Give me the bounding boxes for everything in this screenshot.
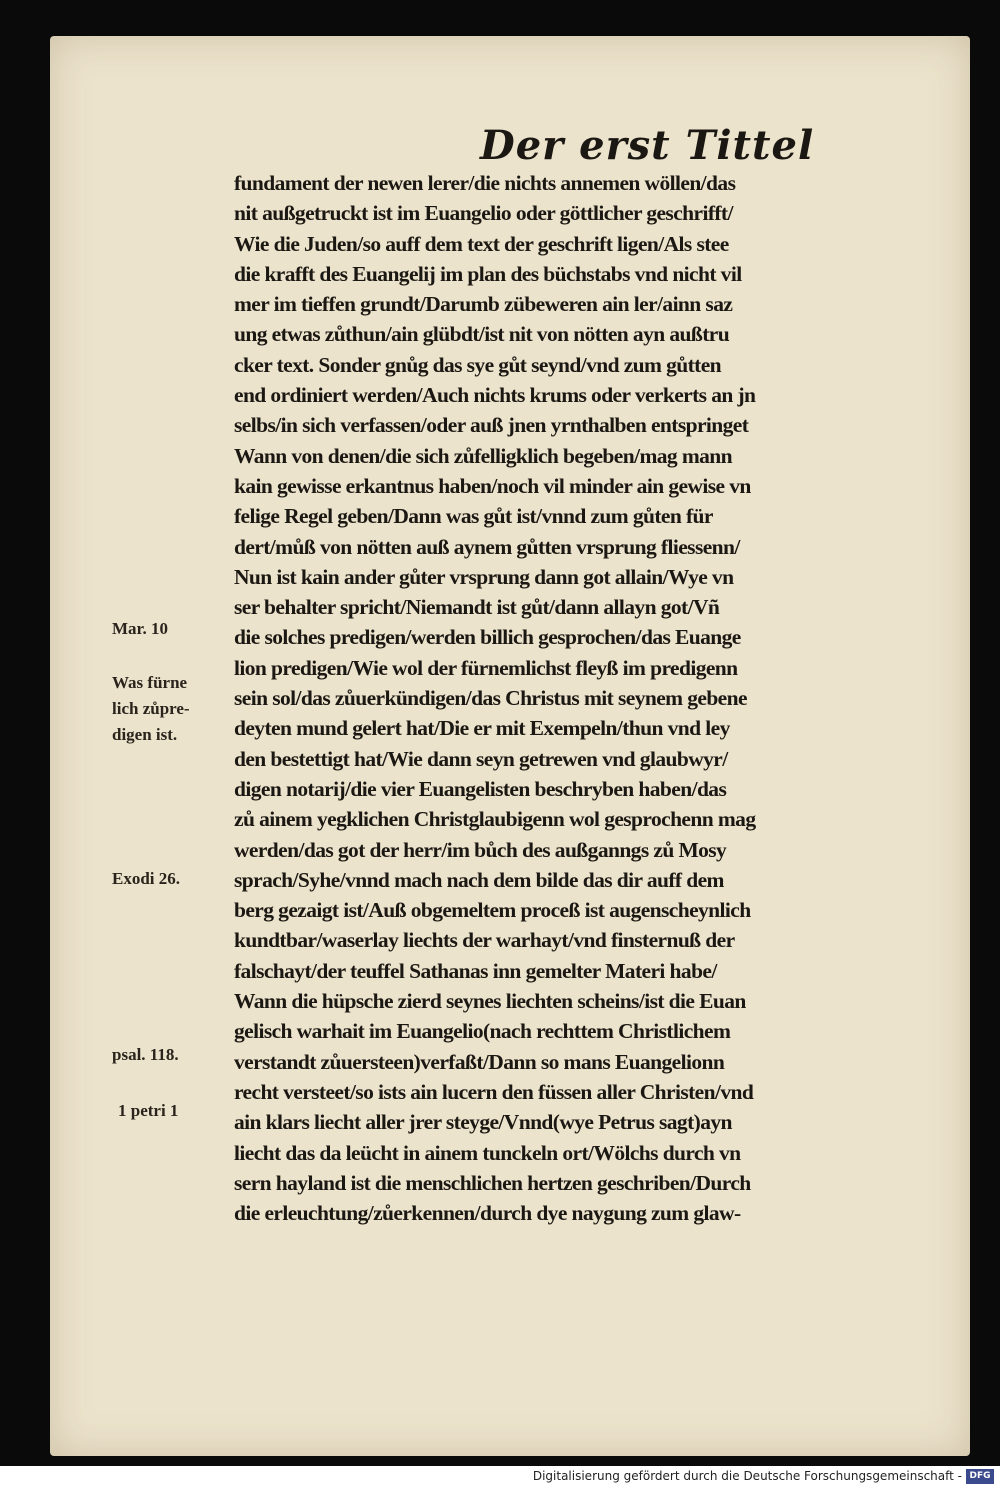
text-line: berg gezaigt ist/Auß obgemeltem proceß ist augenscheynlich bbox=[234, 898, 751, 923]
text-line: die solches predigen/werden billich gesprochen/das Euange bbox=[234, 625, 741, 650]
text-line: Wann von denen/die sich zůfelligklich begeben/mag mann bbox=[234, 443, 733, 468]
text-line: Wann die hüpsche zierd seynes liechten scheins/ist die Euan bbox=[234, 989, 746, 1014]
running-title: Der erst Tittel bbox=[480, 122, 815, 169]
margin-note-was-2: lich zůpre- bbox=[112, 699, 190, 718]
text-line: mer im tieffen grundt/Darumb zübeweren ain ler/ainn saz bbox=[234, 292, 733, 317]
text-line: gelisch warhait im Euangelio(nach rechttem Christlichem bbox=[234, 1019, 731, 1044]
text-line: selbs/in sich verfassen/oder auß jnen yrnthalben entspringet bbox=[234, 413, 749, 438]
text-line: ser behalter spricht/Niemandt ist gůt/dann allayn got/Vñ bbox=[234, 595, 720, 620]
text-line: digen notarij/die vier Euangelisten beschryben haben/das bbox=[234, 776, 727, 801]
margin-note-petri: 1 petri 1 bbox=[118, 1101, 179, 1120]
margin-note-mar: Mar. 10 bbox=[112, 619, 169, 638]
margin-note-was-3: digen ist. bbox=[112, 725, 178, 744]
text-line: recht versteet/so ists ain lucern den füssen aller Christen/vnd bbox=[234, 1079, 754, 1104]
text-line: den bestettigt hat/Wie dann seyn getrewen vnd glaubwyr/ bbox=[234, 746, 728, 771]
text-line: cker text. Sonder gnůg das sye gůt seynd/vnd zum gůtten bbox=[234, 352, 722, 377]
text-line: kundtbar/waserlay liechts der warhayt/vnd finsternuß der bbox=[234, 928, 735, 953]
text-line: dert/můß von nötten auß aynem gůtten vrsprung fliessenn/ bbox=[234, 534, 740, 559]
text-line: ung etwas zůthun/ain glübdt/ist nit von nötten ayn außtru bbox=[234, 322, 730, 347]
margin-note-psal: psal. 118. bbox=[112, 1045, 179, 1064]
text-line: ain klars liecht aller jrer steyge/Vnnd(wye Petrus sagt)ayn bbox=[234, 1110, 732, 1135]
funding-notice: Digitalisierung gefördert durch die Deutsche Forschungsgemeinschaft - bbox=[532, 1469, 962, 1483]
text-line: zů ainem yegklichen Christglaubigenn wol gesprochenn mag bbox=[234, 807, 756, 832]
text-line: sern hayland ist die menschlichen hertzen geschriben/Durch bbox=[234, 1170, 751, 1195]
text-line: lion predigen/Wie wol der fürnemlichst fleyß im predigenn bbox=[234, 655, 738, 680]
text-line: Wie die Juden/so auff dem text der geschrift ligen/Als stee bbox=[234, 231, 729, 256]
text-line: deyten mund gelert hat/Die er mit Exempeln/thun vnd ley bbox=[234, 716, 730, 741]
margin-note-exodi: Exodi 26. bbox=[112, 869, 181, 888]
text-line: end ordiniert werden/Auch nichts krums oder verkerts an jn bbox=[234, 383, 756, 408]
text-line: liecht das da leücht in ainem tunckeln ort/Wölchs durch vn bbox=[234, 1140, 741, 1165]
body-text bbox=[234, 168, 944, 1228]
text-line: falschayt/der teuffel Sathanas inn gemelter Materi habe/ bbox=[234, 958, 717, 983]
text-line: nit außgetruckt ist im Euangelio oder göttlicher geschrifft/ bbox=[234, 201, 733, 226]
footer-bar bbox=[0, 1466, 1000, 1488]
text-line: kain gewisse erkantnus haben/noch vil minder ain gewise vn bbox=[234, 473, 751, 498]
text-line: die erleuchtung/zůerkennen/durch dye naygung zum glaw- bbox=[234, 1201, 741, 1226]
text-line: fundament der newen lerer/die nichts annemen wöllen/das bbox=[234, 171, 736, 195]
text-line: die krafft des Euangelij im plan des büchstabs vnd nicht vil bbox=[234, 261, 742, 286]
text-line: verstandt zůuersteen)verfaßt/Dann so mans Euangelionn bbox=[234, 1049, 725, 1074]
text-line: felige Regel geben/Dann was gůt ist/vnnd zum gůten für bbox=[234, 504, 713, 529]
margin-note-was-1: Was fürne bbox=[112, 673, 188, 692]
text-line: werden/das got der herr/im bůch des außganngs zů Mosy bbox=[234, 837, 727, 862]
dfg-logo: DFG bbox=[966, 1469, 994, 1484]
text-line: Nun ist kain ander gůter vrsprung dann got allain/Wye vn bbox=[234, 564, 734, 589]
text-line: sein sol/das zůuerkündigen/das Christus mit seynem gebene bbox=[234, 686, 747, 711]
text-line: sprach/Syhe/vnnd mach nach dem bilde das dir auff dem bbox=[234, 867, 724, 892]
